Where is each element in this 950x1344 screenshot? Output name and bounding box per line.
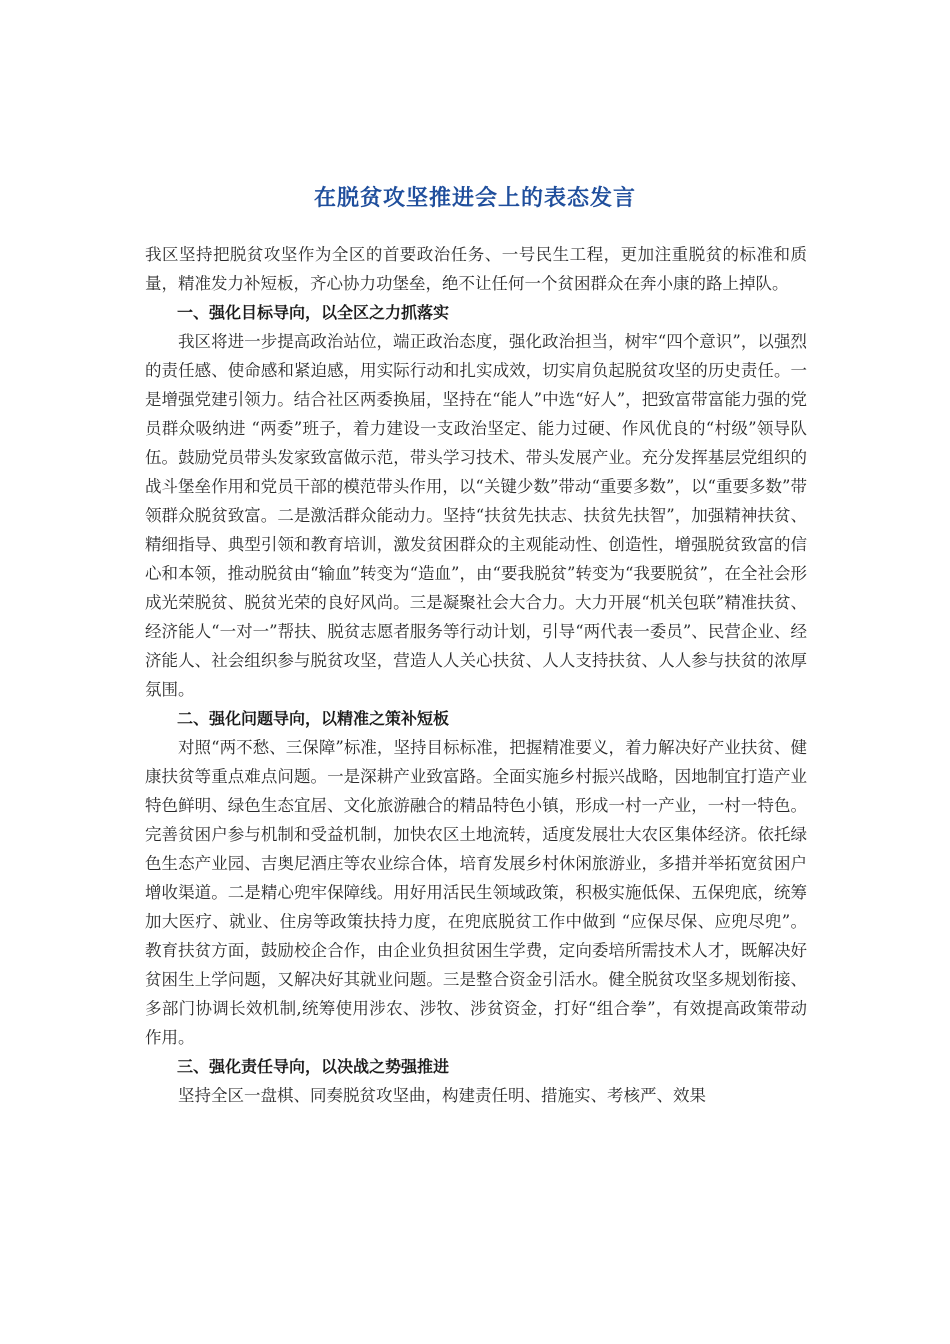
intro-paragraph: 我区坚持把脱贫攻坚作为全区的首要政治任务、一号民生工程，更加注重脱贫的标准和质量，精准发力补短板，齐心协力功堡垒，绝不让任何一个贫困群众在奔小康的路上掉队。 <box>145 245 807 293</box>
section-heading-2: 二、强化问题导向，以精准之策补短板 <box>177 709 450 728</box>
section-paragraph-2: 对照“两不愁、三保障”标准，坚持目标标准，把握精准要义，着力解决好产业扶贫、健康扶贫等重点难点问题。一是深耕产业致富路。全面实施乡村振兴战略，因地制宜打造产业特色鲜明、绿色生态宜居、文化旅游融合的精品特色小镇，形成一村一产业，一村一特色。完善贫困户参与机制和受益机制，加快农区土地流转，适度发展壮大农区集体经济。依托绿色生态产业园、吉奥尼酒庄等农业综合体，培育发展乡村休闲旅游业，多措并举拓宽贫困户增收渠道。二是精心兜牢保障线。用好用活民生领域政策，积极实施低保、五保兜底，统筹加大医疗、就业、住房等政策扶持力度，在兜底脱贫工作中做到 “应保尽保、应兜尽兜”。 教育扶贫方面，鼓励校企合作，由企业负担贫困生学费，定向委培所需技术人才，既解决好贫困生上学问题，又解决好其就业问题。三是整合资金引活水。健全脱贫攻坚多规划衔接、多部门协调长效机制,统筹使用涉农、涉牧、涉贫资金，打好“组合拳”，有效提高政策带动作用。 <box>145 738 807 1047</box>
document-body <box>145 240 807 1110</box>
section-paragraph-1: 我区将进一步提高政治站位，端正政治态度，强化政治担当，树牢“四个意识”，以强烈的责任感、使命感和紧迫感，用实际行动和扎实成效，切实肩负起脱贫攻坚的历史责任。一是增强党建引领力。结合社区两委换届，坚持在“能人”中选“好人”，把致富带富能力强的党员群众吸纳进 “两委”班子，着力建设一支政治坚定、能力过硬、作风优良的“村级”领导队伍。鼓励党员带头发家致富做示范，带头学习技术、带头发展产业。充分发挥基层党组织的战斗堡垒作用和党员干部的模范带头作用，以“关键少数”带动“重要多数”，以“重要多数”带领群众脱贫致富。二是激活群众能动力。坚持“扶贫先扶志、扶贫先扶智”，加强精神扶贫、精细指导、典型引领和教育培训，激发贫困群众的主观能动性、创造性，增强脱贫致富的信心和本领，推动脱贫由“输血”转变为“造血”，由“要我脱贫”转变为“我要脱贫”，在全社会形成光荣脱贫、脱贫光荣的良好风尚。三是凝聚社会大合力。大力开展“机关包联”精准扶贫、经济能人“一对一”帮扶、脱贫志愿者服务等行动计划，引导“两代表一委员”、民营企业、经济能人、社会组织参与脱贫攻坚，营造人人关心扶贫、人人支持扶贫、人人参与扶贫的浓厚氛围。 <box>145 332 807 699</box>
document-title: 在脱贫攻坚推进会上的表态发言 <box>313 186 636 211</box>
section-heading-1: 一、强化目标导向，以全区之力抓落实 <box>177 303 450 322</box>
section-heading-3: 三、强化责任导向，以决战之势强推进 <box>177 1057 450 1076</box>
section-paragraph-3: 坚持全区一盘棋、同奏脱贫攻坚曲，构建责任明、措施实、考核严、效果 <box>178 1086 706 1105</box>
